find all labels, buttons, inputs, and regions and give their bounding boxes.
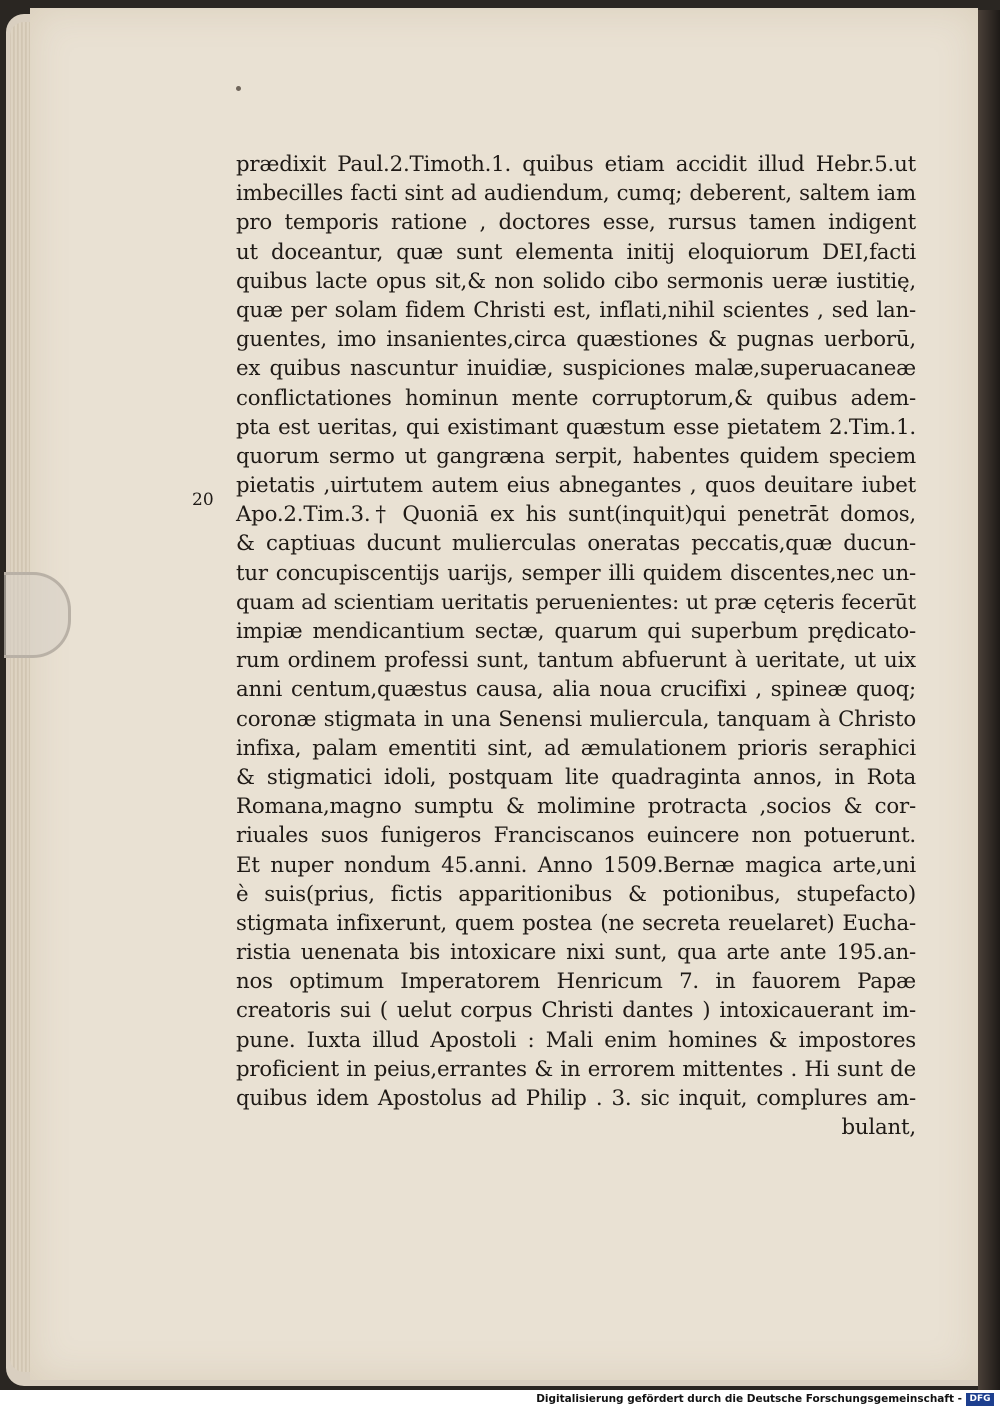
text-line: stigmata infixerunt, quem postea (ne secreta reuelaret) Eucha-: [236, 910, 916, 936]
paper-speck: [236, 86, 241, 91]
text-line: guentes, imo insanientes,circa quæstiones & pugnas uerborū,: [236, 327, 916, 353]
text-line: ex quibus nascuntur inuidiæ, suspiciones malæ,superuacaneæ: [236, 356, 916, 382]
margin-line-number: 20: [192, 490, 214, 510]
catchword: bulant,: [841, 1115, 916, 1141]
text-line: proficient in peius,errantes & in errorem mittentes . Hi sunt de: [236, 1056, 916, 1082]
book-spine-edge: [978, 10, 1000, 1390]
text-line: pune. Iuxta illud Apostoli : Mali enim homines & impostores: [236, 1027, 916, 1053]
text-line: nos optimum Imperatorem Henricum 7. in fauorem Papæ: [236, 969, 916, 995]
text-line: coronæ stigmata in una Senensi muliercula, tanquam à Christo: [236, 706, 916, 732]
page-text: [236, 150, 916, 1142]
text-line: creatoris sui ( uelut corpus Christi dantes ) intoxicauerant im-: [236, 998, 916, 1024]
text-line: imbecilles facti sint ad audiendum, cumq; deberent, saltem iam: [236, 181, 916, 207]
text-line: ristia uenenata bis intoxicare nixi sunt, qua arte ante 195.an-: [236, 940, 916, 966]
text-line: impiæ mendicantium sectæ, quarum qui superbum prędicato-: [236, 619, 916, 644]
text-line: quæ per solam fidem Christi est, inflati,nihil scientes , sed lan-: [236, 297, 916, 323]
footer-bar: [0, 1390, 1000, 1410]
text-line: quam ad scientiam ueritatis peruenientes: ut præ cęteris fecerūt: [236, 589, 916, 614]
text-line: quibus idem Apostolus ad Philip . 3. sic inquit, complures am-: [236, 1086, 916, 1111]
text-line: pro temporis ratione , doctores esse, rursus tamen indigent: [236, 210, 916, 236]
text-line: riuales suos funigeros Franciscanos euincere non potuerunt.: [236, 823, 916, 849]
text-line: Apo.2.Tim.3.† Quoniā ex his sunt(inquit)qui penetrāt domos,: [236, 502, 916, 528]
text-line: conflictationes hominun mente corruptorum,& quibus adem-: [236, 385, 916, 411]
text-line: Et nuper nondum 45.anni. Anno 1509.Bernæ magica arte,uni: [236, 852, 916, 878]
text-line: quorum sermo ut gangræna serpit, habentes quidem speciem: [236, 443, 916, 469]
text-line: rum ordinem professi sunt, tantum abfuerunt à ueritate, ut uix: [236, 648, 916, 674]
text-line: pietatis ,uirtutem autem eius abnegantes , quos deuitare iubet: [236, 473, 916, 499]
page-clip: [4, 572, 71, 658]
dfg-logo: DFG: [966, 1393, 994, 1406]
text-line: pta est ueritas, qui existimant quæstum esse pietatem 2.Tim.1.: [236, 414, 916, 440]
text-line: anni centum,quæstus causa, alia noua crucifixi , spineæ quoq;: [236, 677, 916, 703]
text-line: prædixit Paul.2.Timoth.1. quibus etiam accidit illud Hebr.5.ut: [236, 152, 916, 177]
text-line: infixa, palam ementiti sint, ad æmulationem prioris seraphici: [236, 735, 916, 761]
text-line: tur concupiscentijs uarijs, semper illi quidem discentes,nec un-: [236, 560, 916, 586]
text-line: & stigmatici idoli, postquam lite quadraginta annos, in Rota: [236, 764, 916, 790]
text-line: ut doceantur, quæ sunt elementa initij eloquiorum DEI,facti: [236, 239, 916, 265]
text-line: è suis(prius, fictis apparitionibus & potionibus, stupefacto): [236, 881, 916, 907]
footer-credit: Digitalisierung gefördert durch die Deutsche Forschungsgemeinschaft -: [536, 1393, 962, 1405]
text-line: quibus lacte opus sit,& non solido cibo sermonis ueræ iustitię,: [236, 268, 916, 294]
text-line: & captiuas ducunt mulierculas oneratas peccatis,quæ ducun-: [236, 531, 916, 557]
text-line: Romana,magno sumptu & molimine protracta ,socios & cor-: [236, 794, 916, 820]
